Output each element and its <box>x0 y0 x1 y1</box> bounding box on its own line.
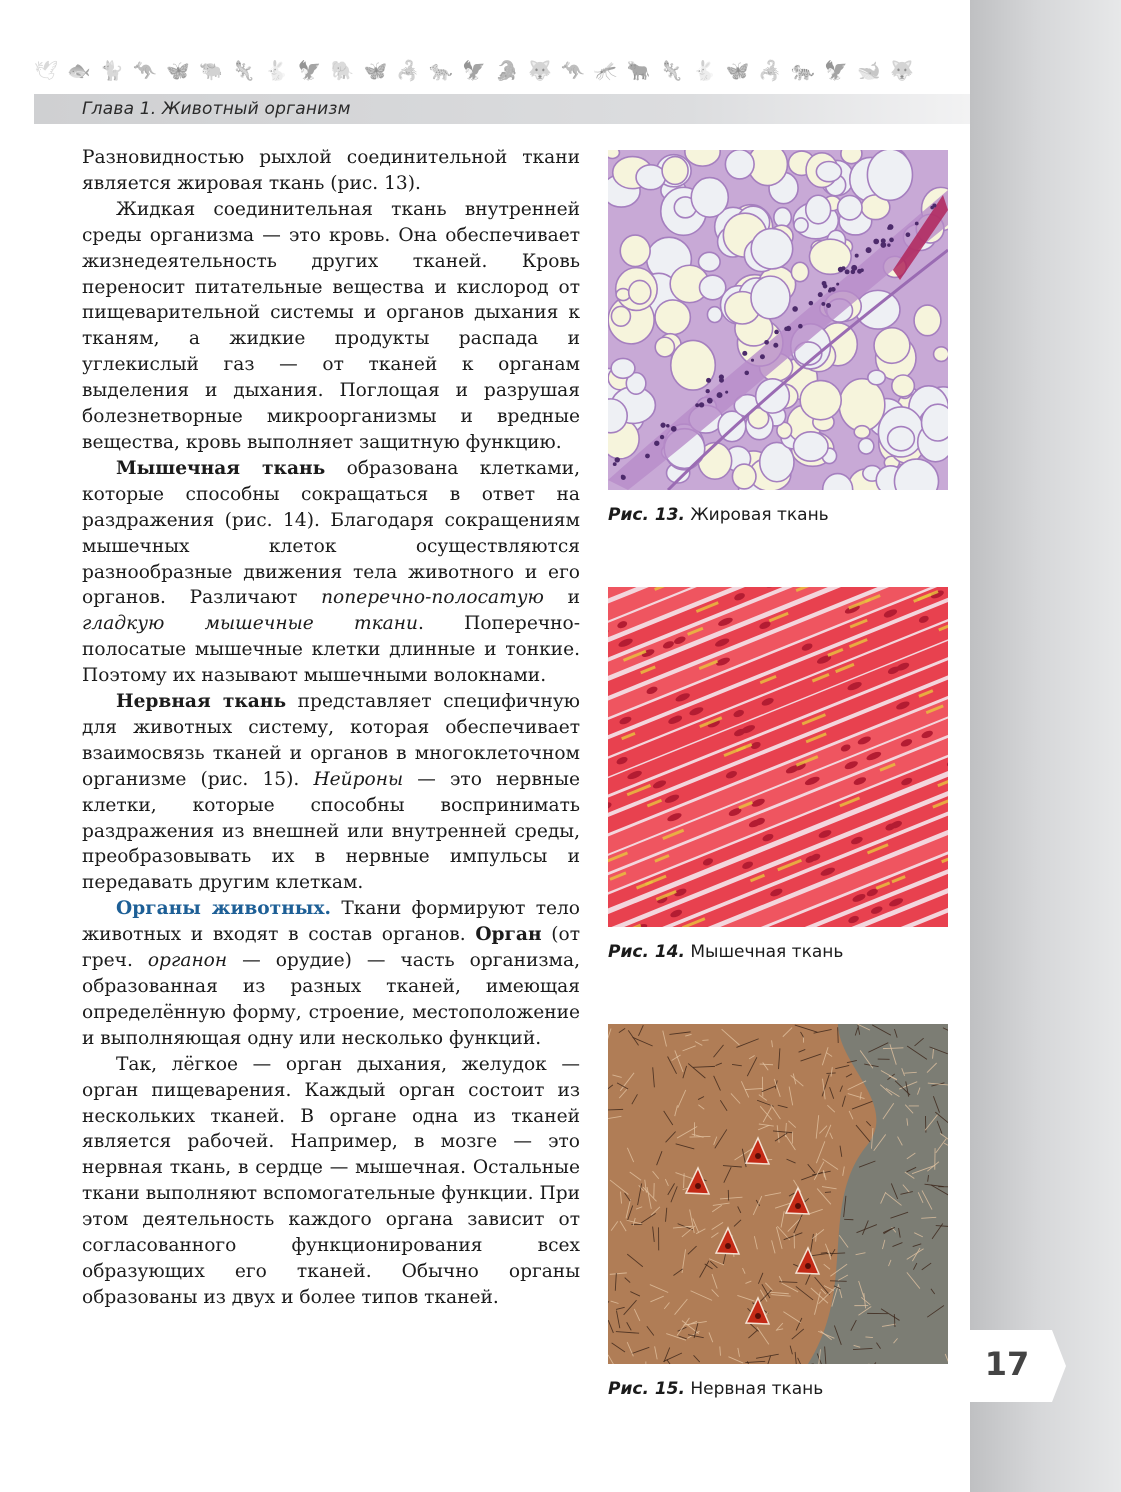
animal-silhouettes-strip <box>34 58 914 84</box>
text-span: образована клетками, которые способны сокращаться в ответ на раздражения (рис. 14). Благодаря сокращениям мышечных клеток осуществляются разнообразные движения тела животного и его органов. Различают <box>82 457 580 609</box>
animal-silhouette-icon: 🐋 <box>857 59 881 82</box>
caption-fig-13 <box>608 505 829 525</box>
animal-silhouette-icon: 🐂 <box>626 59 651 82</box>
animal-silhouette-icon: 🐈 <box>100 59 124 82</box>
italic-term: гладкую мышечные ткани <box>82 613 418 635</box>
figure-muscle-tissue <box>608 587 948 927</box>
caption-text: Нервная ткань <box>690 1379 824 1399</box>
muscle-micrograph <box>608 587 948 927</box>
animal-silhouette-icon: 🐃 <box>198 59 223 82</box>
caption-label: Рис. 13. <box>608 505 685 525</box>
animal-silhouette-icon: 🦘 <box>560 59 585 82</box>
animal-silhouette-icon: 🐇 <box>692 59 717 82</box>
text-span: — это нервные клетки, которые способны воспринимать раздражения из внешней или внутренней среды, преобразовывать их в нервные импульсы и передавать другим клеткам. <box>82 768 580 894</box>
paragraph-organs <box>82 896 580 1051</box>
section-heading-organs: Органы животных. <box>116 898 331 920</box>
animal-silhouette-icon: 🦂 <box>758 59 783 82</box>
animal-silhouette-icon: 🐅 <box>791 59 815 82</box>
animal-silhouette-icon: 🕊 <box>34 59 59 82</box>
adipose-micrograph <box>608 150 948 490</box>
animal-silhouette-icon: 🦋 <box>363 59 388 82</box>
chapter-title: Глава 1. Животный организм <box>82 99 351 119</box>
paragraph-adipose: Разновидностью рыхлой соединительной ткани является жировая ткань (рис. 13). <box>82 147 580 194</box>
body-text-column <box>82 145 580 1311</box>
caption-text: Мышечная ткань <box>690 942 844 962</box>
animal-silhouette-icon: 🐊 <box>495 59 519 82</box>
paragraph-organ-examples: Так, лёгкое — орган дыхания, желудок — орган пищеварения. Каждый орган состоит из нескольких тканей. В органе одна из тканей является рабочей. Например, в мозге — это нервная ткань, в сердце — мышечная. Остальные ткани выполняют вспомогательные функции. При этом деятельность каждого органа зависит от согласованного функционирования всех образующих его тканей. Обычно органы образованы из двух и более типов тканей. <box>82 1053 580 1308</box>
animal-silhouette-icon: 🦟 <box>593 59 618 82</box>
term-organ: Орган <box>475 924 542 946</box>
text-span: — орудие) — часть организма, образованная из разных тканей, имеющая определённую форму, строение, местоположение и выполняющая одну или несколько функций. <box>82 950 580 1049</box>
nervous-micrograph <box>608 1024 948 1364</box>
italic-term: поперечно-полосатую <box>321 587 544 609</box>
animal-silhouette-icon: 🐺 <box>528 59 552 82</box>
italic-term: органон <box>147 950 228 972</box>
animal-silhouette-icon: 🦋 <box>166 59 190 82</box>
paragraph-blood: Жидкая соединительная ткань внутренней среды организма — это кровь. Она обеспечивает жизнедеятельность других тканей. Кровь переносит питательные вещества и кислород от пищеварительной системы и органов дыхания к тканям, а жидкие продукты распада и углекислый газ — от тканей к органам выделения и дыхания. Поглощая и разрушая болезнетворные микроорганизмы и вредные вещества, кровь выполняет защитную функцию. <box>82 198 580 453</box>
caption-label: Рис. 15. <box>608 1379 685 1399</box>
term-muscle-tissue: Мышечная ткань <box>116 457 326 479</box>
animal-silhouette-icon: 🦎 <box>659 59 684 82</box>
animal-silhouette-icon: 🦅 <box>297 59 322 82</box>
animal-silhouette-icon: 🐺 <box>890 59 914 82</box>
animal-silhouette-icon: 🐘 <box>330 59 355 82</box>
figure-nervous-tissue <box>608 1024 948 1364</box>
italic-term: Нейроны <box>313 768 404 790</box>
animal-silhouette-icon: 🐇 <box>264 59 289 82</box>
caption-fig-15 <box>608 1379 823 1399</box>
right-margin-strip <box>970 0 1121 1492</box>
caption-fig-14 <box>608 942 843 962</box>
animal-silhouette-icon: 🦎 <box>231 59 256 82</box>
animal-silhouette-icon: 🦋 <box>725 59 750 82</box>
animal-silhouette-icon: 🦅 <box>462 59 486 82</box>
figure-adipose-tissue <box>608 150 948 490</box>
animal-silhouette-icon: 🐆 <box>429 59 453 82</box>
text-span: и <box>543 587 580 609</box>
text-span: представляет специфичную для животных систему, которая обеспечивает взаимосвязь тканей и органов в многоклеточном организме (рис. 15). <box>82 691 580 790</box>
caption-text: Жировая ткань <box>690 505 829 525</box>
caption-label: Рис. 14. <box>608 942 685 962</box>
paragraph-nervous <box>82 689 580 896</box>
text-span: Ткани формируют тело животных и входят в состав органов. <box>82 898 580 946</box>
animal-silhouette-icon: 🦅 <box>824 59 848 82</box>
text-span: (от греч. <box>82 924 580 972</box>
animal-silhouette-icon: 🐟 <box>67 59 92 82</box>
text-span: . Поперечно-полосатые мышечные клетки длинные и тонкие. Поэтому их называют мышечными волокнами. <box>82 613 580 687</box>
animal-silhouette-icon: 🦂 <box>396 59 421 82</box>
paragraph-muscle <box>82 456 580 689</box>
page-number: 17 <box>984 1345 1030 1383</box>
term-nervous-tissue: Нервная ткань <box>116 691 287 713</box>
animal-silhouette-icon: 🦘 <box>133 59 157 82</box>
